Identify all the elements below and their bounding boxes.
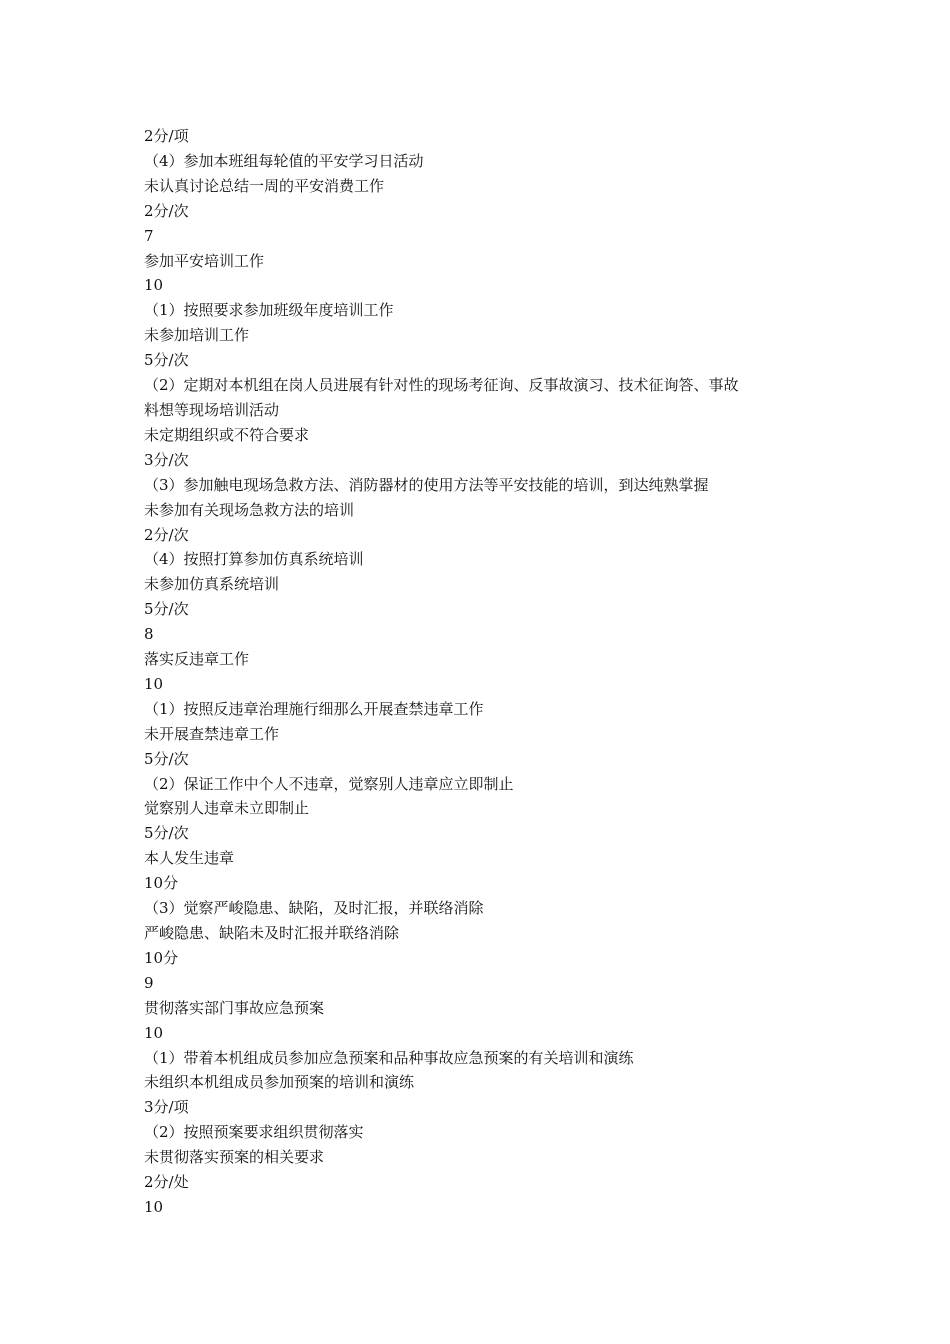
text-line: 2分/次 xyxy=(144,525,189,544)
text-line: 10 xyxy=(144,276,164,295)
text-line: 10分 xyxy=(144,948,179,967)
text-line: 10 xyxy=(144,1197,164,1216)
text-line: 未贯彻落实预案的相关要求 xyxy=(144,1148,325,1167)
text-line: （3）觉察严峻隐患、缺陷，及时汇报，并联络消除 xyxy=(144,899,484,918)
text-line: 觉察别人违章未立即制止 xyxy=(144,799,310,818)
text-line: 3分/次 xyxy=(144,450,189,469)
text-line: （2）定期对本机组在岗人员进展有针对性的现场考征询、反事故演习、技术征询答、事故 xyxy=(144,376,739,395)
text-line: 贯彻落实部门事故应急预案 xyxy=(144,998,325,1017)
text-line: （2）保证工作中个人不违章，觉察别人违章应立即制止 xyxy=(144,774,514,793)
text-line: 未组织本机组成员参加预案的培训和演练 xyxy=(144,1073,415,1092)
text-line: 未参加培训工作 xyxy=(144,326,250,345)
text-line: 未开展查禁违章工作 xyxy=(144,724,280,743)
text-line: （1）带着本机组成员参加应急预案和品种事故应急预案的有关培训和演练 xyxy=(144,1048,634,1067)
text-line: （1）按照要求参加班级年度培训工作 xyxy=(144,301,394,320)
text-line: 未认真讨论总结一周的平安消费工作 xyxy=(144,176,385,195)
text-line: 3分/项 xyxy=(144,1098,189,1117)
text-line: （4）参加本班组每轮值的平安学习日活动 xyxy=(144,151,424,170)
text-line: 落实反违章工作 xyxy=(144,650,250,669)
text-line: （2）按照预案要求组织贯彻落实 xyxy=(144,1123,364,1142)
text-line: 5分/次 xyxy=(144,600,189,619)
text-line: （4）按照打算参加仿真系统培训 xyxy=(144,550,364,569)
document-body xyxy=(144,124,824,1220)
text-line: 8 xyxy=(144,625,154,644)
text-line: 9 xyxy=(144,973,154,992)
text-line: 料想等现场培训活动 xyxy=(144,400,280,419)
text-line: 5分/次 xyxy=(144,824,189,843)
text-line: 参加平安培训工作 xyxy=(144,251,265,270)
text-line: （1）按照反违章治理施行细那么开展查禁违章工作 xyxy=(144,699,484,718)
text-line: 5分/次 xyxy=(144,351,189,370)
text-line: 未参加有关现场急救方法的培训 xyxy=(144,500,355,519)
text-line: 10分 xyxy=(144,874,179,893)
text-line: 7 xyxy=(144,226,154,245)
text-line: 未定期组织或不符合要求 xyxy=(144,425,310,444)
text-line: 2分/次 xyxy=(144,201,189,220)
text-line: 10 xyxy=(144,674,164,693)
text-line: 5分/次 xyxy=(144,749,189,768)
text-line: （3）参加触电现场急救方法、消防器材的使用方法等平安技能的培训，到达纯熟掌握 xyxy=(144,475,709,494)
text-line: 未参加仿真系统培训 xyxy=(144,575,280,594)
text-line: 2分/项 xyxy=(144,127,189,145)
text-line: 本人发生违章 xyxy=(144,849,235,868)
text-line: 2分/处 xyxy=(144,1173,189,1192)
text-line: 10 xyxy=(144,1023,164,1042)
text-line: 严峻隐患、缺陷未及时汇报并联络消除 xyxy=(144,924,400,942)
